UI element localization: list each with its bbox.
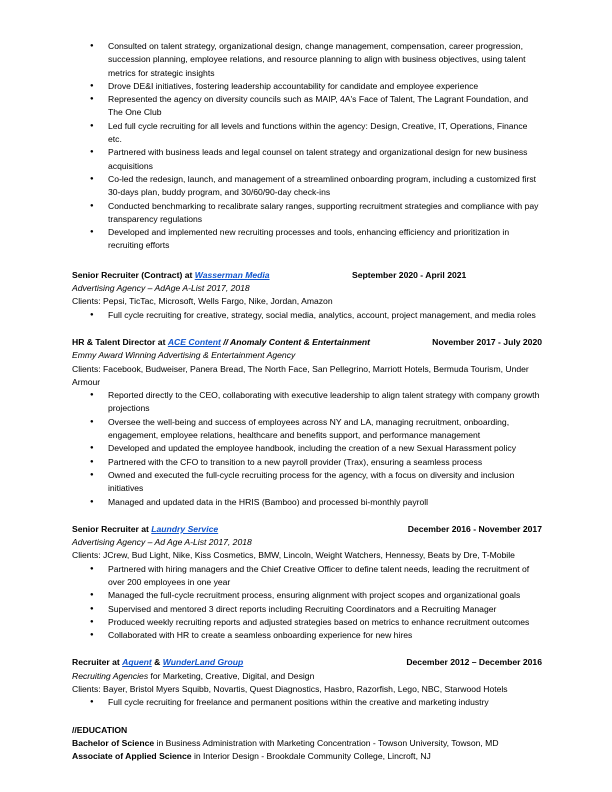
job-bullets — [72, 696, 542, 709]
job-header — [72, 523, 542, 536]
list-item: ● Drove DE&I initiatives, fostering leadership accountability for candidate and employee experience — [72, 80, 542, 93]
job-clients: Clients: Bayer, Bristol Myers Squibb, Novartis, Quest Diagnostics, Hasbro, Razorfish, Lego, NBC, Starwood Hotels — [72, 684, 508, 695]
job-wasserman — [72, 269, 542, 322]
list-item: ● Partnered with hiring managers and the Chief Creative Officer to define talent needs, leading the recruitment of over 200 employees in one year — [72, 563, 542, 590]
list-item: ● Partnered with business leads and legal counsel on talent strategy and organizational design for new business acquisitions — [72, 146, 542, 173]
job-header — [72, 656, 542, 669]
job-title: HR & Talent Director at ACE Content // Anomaly Content & Entertainment — [72, 336, 370, 347]
job-description: Advertising Agency – Ad Age A-List 2017, 2018 — [72, 537, 252, 548]
list-item: ● Owned and executed the full-cycle recruiting process for the agency, with a focus on diversity and inclusion initiatives — [72, 469, 542, 496]
list-item: ● Partnered with the CFO to transition to a new payroll provider (Trax), ensuring a seamless process — [72, 456, 542, 469]
company-link-laundry[interactable]: Laundry Service — [151, 523, 219, 534]
list-item: ● Co-led the redesign, launch, and management of a streamlined onboarding program, including a customized first 30-days plan, buddy program, and 30/60/90-day check-ins — [72, 173, 542, 200]
job-title: Recruiter at Aquent & WunderLand Group — [72, 657, 244, 668]
job-dates: December 2012 – December 2016 — [406, 657, 542, 668]
list-item: ● Conducted benchmarking to recalibrate salary ranges, supporting recruitment strategies and compliance with pay transparency regulations — [72, 200, 542, 227]
list-item: ● Developed and updated the employee handbook, including the creation of a new Sexual Harassment policy — [72, 442, 542, 455]
list-item: ● Full cycle recruiting for creative, strategy, social media, analytics, account, project management, and media roles — [72, 309, 542, 322]
job-dates: September 2020 - April 2021 — [352, 269, 467, 280]
job-laundry-service — [72, 523, 542, 643]
list-item: ● Managed and updated data in the HRIS (Bamboo) and processed bi-monthly payroll — [72, 496, 542, 509]
list-item: ● Reported directly to the CEO, collaborating with executive leadership to align talent strategy with company growth projections — [72, 389, 542, 416]
list-item: ● Managed the full-cycle recruitment process, ensuring alignment with project scopes and organizational goals — [72, 589, 542, 602]
job-description: Advertising Agency – AdAge A-List 2017, 2018 — [72, 283, 250, 294]
company-link-ace[interactable]: ACE Content — [167, 336, 221, 347]
job-clients: Clients: JCrew, Bud Light, Nike, Kiss Cosmetics, BMW, Lincoln, Weight Watchers, Hennessy, Beats by Dre, T-Mobile — [72, 550, 515, 561]
job-ace — [72, 336, 542, 509]
job-dates: December 2016 - November 2017 — [407, 523, 542, 534]
job-clients: Clients: Facebook, Budweiser, Panera Bread, The North Face, San Pellegrino, Marriott Hotels, Bermuda Tourism, Under Armour — [72, 363, 529, 387]
job-aquent — [72, 656, 542, 709]
list-item: ● Represented the agency on diversity councils such as MAIP, 4A's Face of Talent, The Lagrant Foundation, and The One Club — [72, 93, 542, 120]
resume-page — [72, 40, 542, 764]
education-item: Associate of Applied Science in Interior Design - Brookdale Community College, Lincroft, NJ — [72, 751, 431, 762]
list-item: ● Led full cycle recruiting for all levels and functions within the agency: Design, Creative, IT, Operations, Finance etc. — [72, 120, 542, 147]
list-item: ● Full cycle recruiting for freelance and permanent positions within the creative and marketing industry — [72, 696, 542, 709]
list-item: ● Consulted on talent strategy, organizational design, change management, compensation, career progression, succession planning, employee relations, and resource planning to align with business objectives, using talent metrics for strategic insights — [72, 40, 542, 80]
list-item: ● Oversee the well-being and success of employees across NY and LA, managing recruitment, onboarding, engagement, employee relations, healthcare and benefits support, and performance management — [72, 416, 542, 443]
list-item: ● Developed and implemented new recruiting processes and tools, enhancing efficiency and prioritization in recruiting efforts — [72, 226, 542, 253]
job-header — [72, 336, 542, 349]
company-link-wasserman[interactable]: Wasserman Media — [194, 269, 270, 280]
job-bullets — [72, 563, 542, 643]
list-item: ● Produced weekly recruiting reports and adjusted strategies based on metrics to enhance recruitment outcomes — [72, 616, 542, 629]
job-description: Recruiting Agencies for Marketing, Creative, Digital, and Design — [72, 670, 315, 681]
list-item: ● Supervised and mentored 3 direct reports including Recruiting Coordinators and a Recruiting Manager — [72, 603, 542, 616]
job-bullets — [72, 309, 542, 322]
job-dates: November 2017 - July 2020 — [432, 336, 542, 347]
list-item: ● Collaborated with HR to create a seamless onboarding experience for new hires — [72, 629, 542, 642]
job-header — [72, 269, 542, 282]
job-description: Emmy Award Winning Advertising & Entertainment Agency — [72, 350, 296, 361]
education-item: Bachelor of Science in Business Administration with Marketing Concentration - Towson University, Towson, MD — [72, 737, 499, 748]
company-link-wunderland[interactable]: WunderLand Group — [162, 657, 244, 668]
job-clients: Clients: Pepsi, TicTac, Microsoft, Wells Fargo, Nike, Jordan, Amazon — [72, 296, 333, 307]
company-link-aquent[interactable]: Aquent — [122, 657, 152, 668]
top-bullet-list — [72, 40, 542, 253]
job-title: Senior Recruiter at Laundry Service — [72, 523, 219, 534]
job-title: Senior Recruiter (Contract) at Wasserman Media — [72, 269, 270, 280]
job-bullets — [72, 389, 542, 509]
education-heading: //EDUCATION — [72, 724, 128, 735]
